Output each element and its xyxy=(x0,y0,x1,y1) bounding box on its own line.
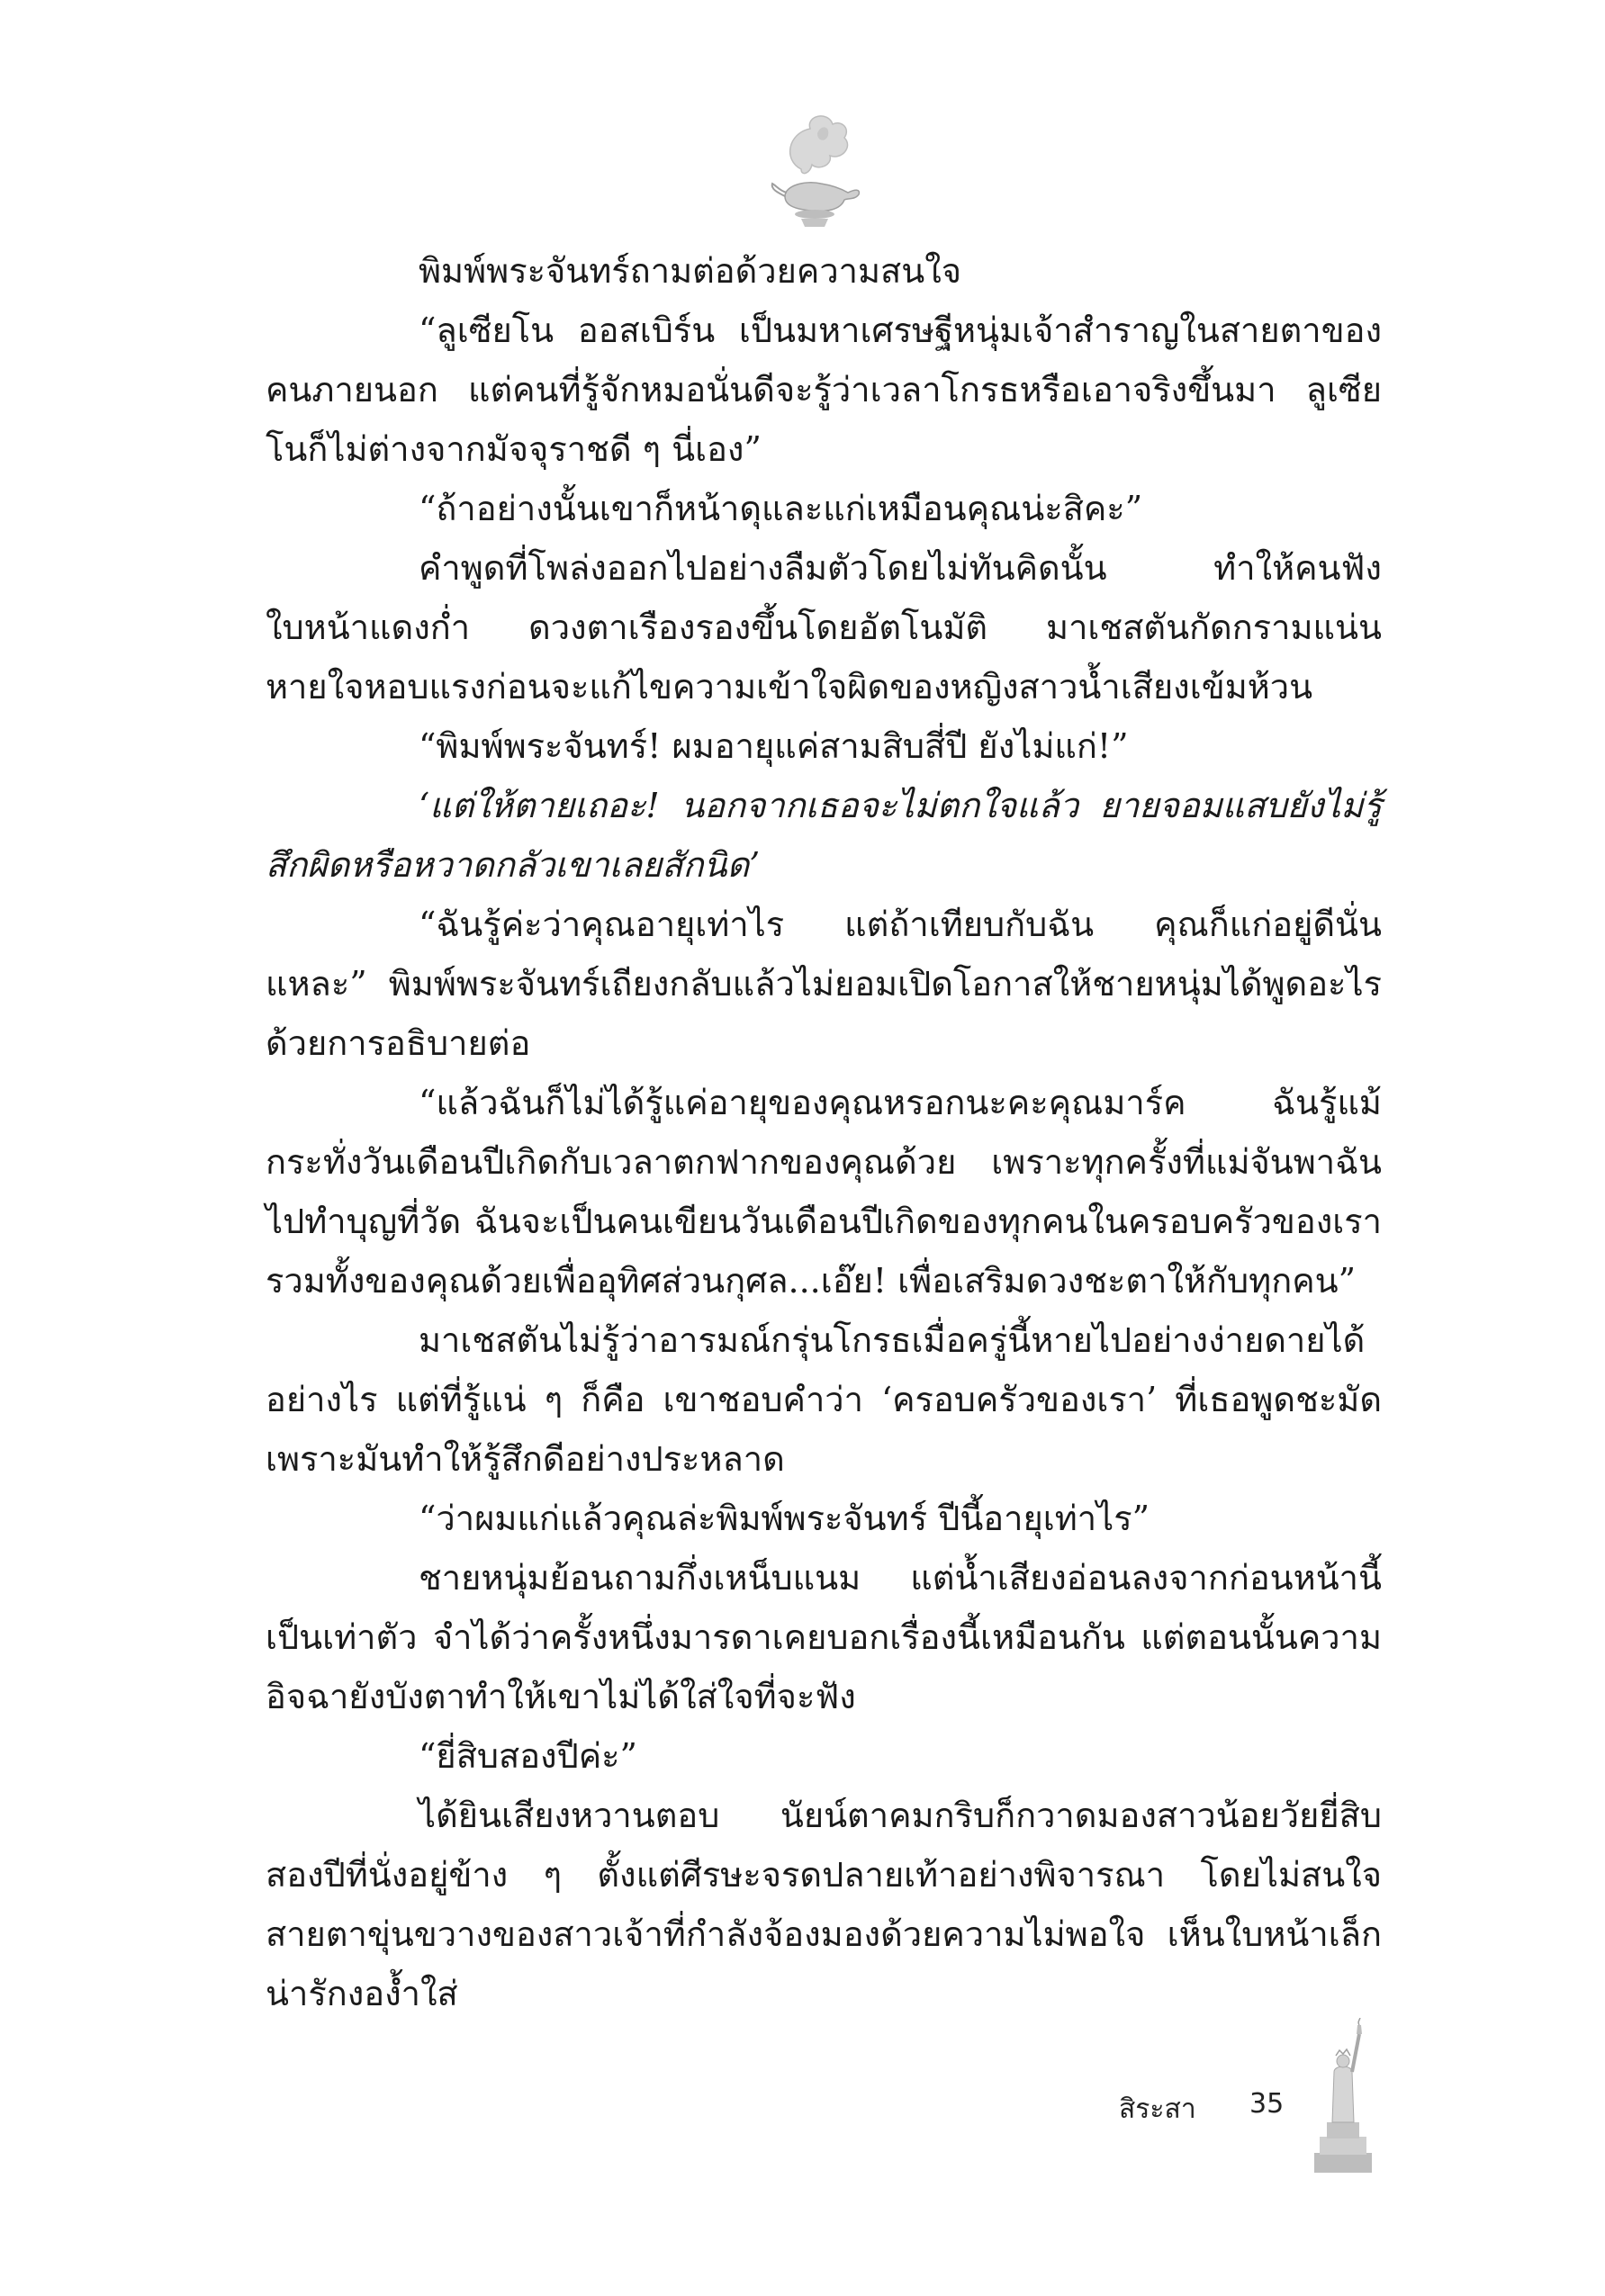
paragraph: มาเชสตันไม่รู้ว่าอารมณ์กรุ่นโกรธเมื่อครู่นี้หายไปอย่างง่ายดายได้อย่างไร แต่ที่รู้แน่ ๆ ก็คือ เขาชอบคำว่า ‘ครอบครัวของเรา’ ที่เธอพูดชะมัดเพราะมันทำให้รู้สึกดีอย่างประหลาด xyxy=(266,1320,1382,1479)
magic-lamp-icon xyxy=(765,106,864,232)
paragraph: “แล้วฉันก็ไม่ได้รู้แค่อายุของคุณหรอกนะคะคุณมาร์ค ฉันรู้แม้กระทั่งวันเดือนปีเกิดกับเวลาตกฟากของคุณด้วย เพราะทุกครั้งที่แม่จันพาฉันไปทำบุญที่วัด ฉันจะเป็นคนเขียนวันเดือนปีเกิดของทุกคนในครอบครัวของเรารวมทั้งของคุณด้วยเพื่ออุทิศส่วนกุศล...เอ๊ย! เพื่อเสริมดวงชะตาให้กับทุกคน” xyxy=(266,1083,1382,1301)
paragraph: “ยี่สิบสองปีค่ะ” xyxy=(419,1736,637,1776)
statue-of-liberty-icon xyxy=(1307,2018,1379,2175)
paragraph: พิมพ์พระจันทร์ถามต่อด้วยความสนใจ xyxy=(419,251,962,291)
paragraph: “ลูเซียโน ออสเบิร์น เป็นมหาเศรษฐีหนุ่มเจ้าสำราญในสายตาของคนภายนอก แต่คนที่รู้จักหมอนั่นดีจะรู้ว่าเวลาโกรธหรือเอาจริงขึ้นมา ลูเซียโนก็ไม่ต่างจากมัจจุราชดี ๆ นี่เอง” xyxy=(266,311,1382,469)
paragraph: คำพูดที่โพล่งออกไปอย่างลืมตัวโดยไม่ทันคิดนั้น ทำให้คนฟังใบหน้าแดงก่ำ ดวงตาเรืองรองขึ้นโดยอัตโนมัติ มาเชสตันกัดกรามแน่น หายใจหอบแรงก่อนจะแก้ไขความเข้าใจผิดของหญิงสาวน้ำเสียงเข้มห้วน xyxy=(266,548,1382,707)
paragraph: ‘แต่ให้ตายเถอะ! นอกจากเธอจะไม่ตกใจแล้ว ยายจอมแสบยังไม่รู้สึกผิดหรือหวาดกลัวเขาเลยสักนิด’ xyxy=(266,786,1382,885)
document-body xyxy=(266,241,1382,2023)
paragraph: ชายหนุ่มย้อนถามกึ่งเหน็บแนม แต่น้ำเสียงอ่อนลงจากก่อนหน้านี้เป็นเท่าตัว จำได้ว่าครั้งหนึ่งมารดาเคยบอกเรื่องนี้เหมือนกัน แต่ตอนนั้นความอิจฉายังบังตาทำให้เขาไม่ได้ใส่ใจที่จะฟัง xyxy=(266,1558,1382,1716)
running-title: สิระสา xyxy=(1119,2093,1196,2125)
paragraph: “พิมพ์พระจันทร์! ผมอายุแค่สามสิบสี่ปี ยังไม่แก่!” xyxy=(419,726,1129,766)
paragraph: “ว่าผมแก่แล้วคุณล่ะพิมพ์พระจันทร์ ปีนี้อายุเท่าไร” xyxy=(419,1499,1150,1538)
page-number: 35 xyxy=(1249,2088,1285,2120)
paragraph: “ถ้าอย่างนั้นเขาก็หน้าดุและแก่เหมือนคุณน่ะสิคะ” xyxy=(419,489,1143,528)
page-footer xyxy=(0,2070,1605,2214)
paragraph: “ฉันรู้ค่ะว่าคุณอายุเท่าไร แต่ถ้าเทียบกับฉัน คุณก็แก่อยู่ดีนั่นแหละ” พิมพ์พระจันทร์เถียงกลับแล้วไม่ยอมเปิดโอกาสให้ชายหนุ่มได้พูดอะไรด้วยการอธิบายต่อ xyxy=(266,905,1382,1063)
paragraph: ได้ยินเสียงหวานตอบ นัยน์ตาคมกริบก็กวาดมองสาวน้อยวัยยี่สิบสองปีที่นั่งอยู่ข้าง ๆ ตั้งแต่ศีรษะจรดปลายเท้าอย่างพิจารณา โดยไม่สนใจสายตาขุ่นขวางของสาวเจ้าที่กำลังจ้องมองด้วยความไม่พอใจ เห็นใบหน้าเล็กน่ารักงอง้ำใส่ xyxy=(266,1796,1382,2013)
